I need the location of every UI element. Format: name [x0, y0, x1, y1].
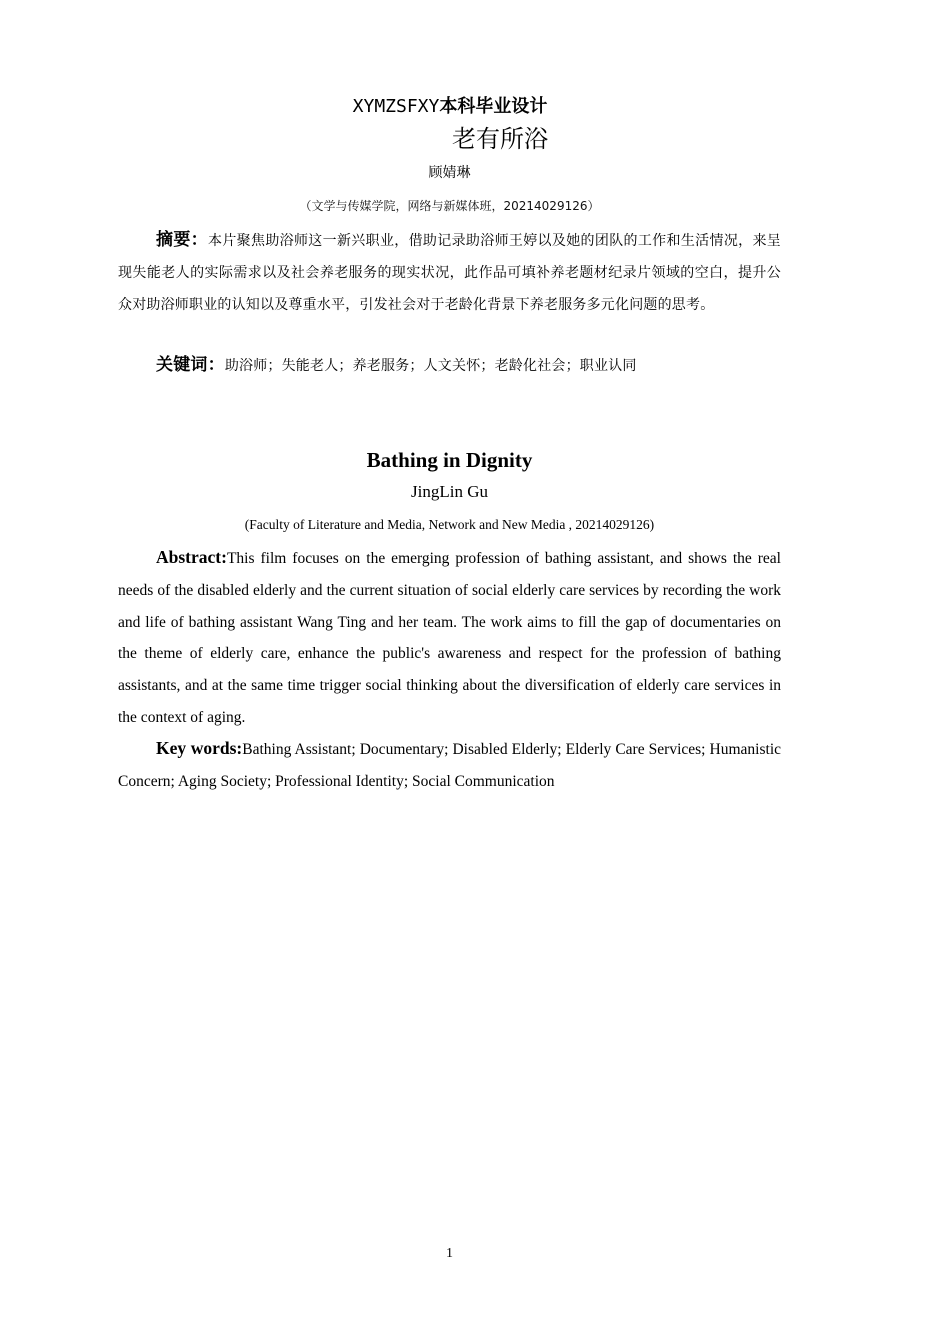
chinese-title: 老有所浴: [452, 125, 548, 153]
chinese-abstract: [118, 224, 781, 321]
chinese-abstract-label: 摘要：: [156, 230, 208, 250]
chinese-affiliation: （文学与传媒学院，网络与新媒体班，20214029126）: [299, 199, 600, 213]
english-author: JingLin Gu: [411, 482, 488, 501]
english-abstract-label: Abstract:: [156, 547, 227, 567]
page-header: [0, 94, 900, 120]
page-number: 1: [446, 1246, 453, 1261]
chinese-author: 顾婧琳: [428, 165, 471, 181]
chinese-keywords: [118, 349, 781, 382]
english-keywords: [118, 733, 781, 798]
chinese-keywords-text: 助浴师；失能老人；养老服务；人文关怀；老龄化社会；职业认同: [224, 358, 637, 374]
english-abstract-text: This film focuses on the emerging profession of bathing assistant, and shows the real needs of the disabled elderly and the current situation of social elderly care services by recording the work and life of bathing assistant Wang Ting and her team. The work aims to fill the gap of documentaries on the theme of elderly care, enhance the public's awareness and respect for the profession of bathing assistants, and at the same time trigger social thinking about the diversification of elderly care services in the context of aging.: [118, 550, 781, 726]
english-title: Bathing in Dignity: [366, 448, 533, 472]
english-affiliation: (Faculty of Literature and Media, Network and New Media , 20214029126): [244, 517, 655, 532]
header-thesis-type: 本科毕业设计: [439, 96, 548, 117]
english-abstract: [118, 542, 781, 734]
chinese-abstract-text: 本片聚焦助浴师这一新兴职业，借助记录助浴师王婷以及她的团队的工作和生活情况，来呈现失能老人的实际需求以及社会养老服务的现实状况，此作品可填补养老题材纪录片领域的空白，提升公众对助浴师职业的认知以及尊重水平，引发社会对于老龄化背景下养老服务多元化问题的思考。: [118, 233, 782, 313]
english-keywords-text: Bathing Assistant; Documentary; Disabled Elderly; Elderly Care Services; Humanistic Concern; Aging Society; Professional Identity; Social Communication: [118, 741, 782, 790]
header-school-code: XYMZSFXY: [352, 96, 440, 117]
chinese-keywords-label: 关键词：: [156, 355, 225, 375]
english-keywords-label: Key words:: [156, 738, 243, 758]
